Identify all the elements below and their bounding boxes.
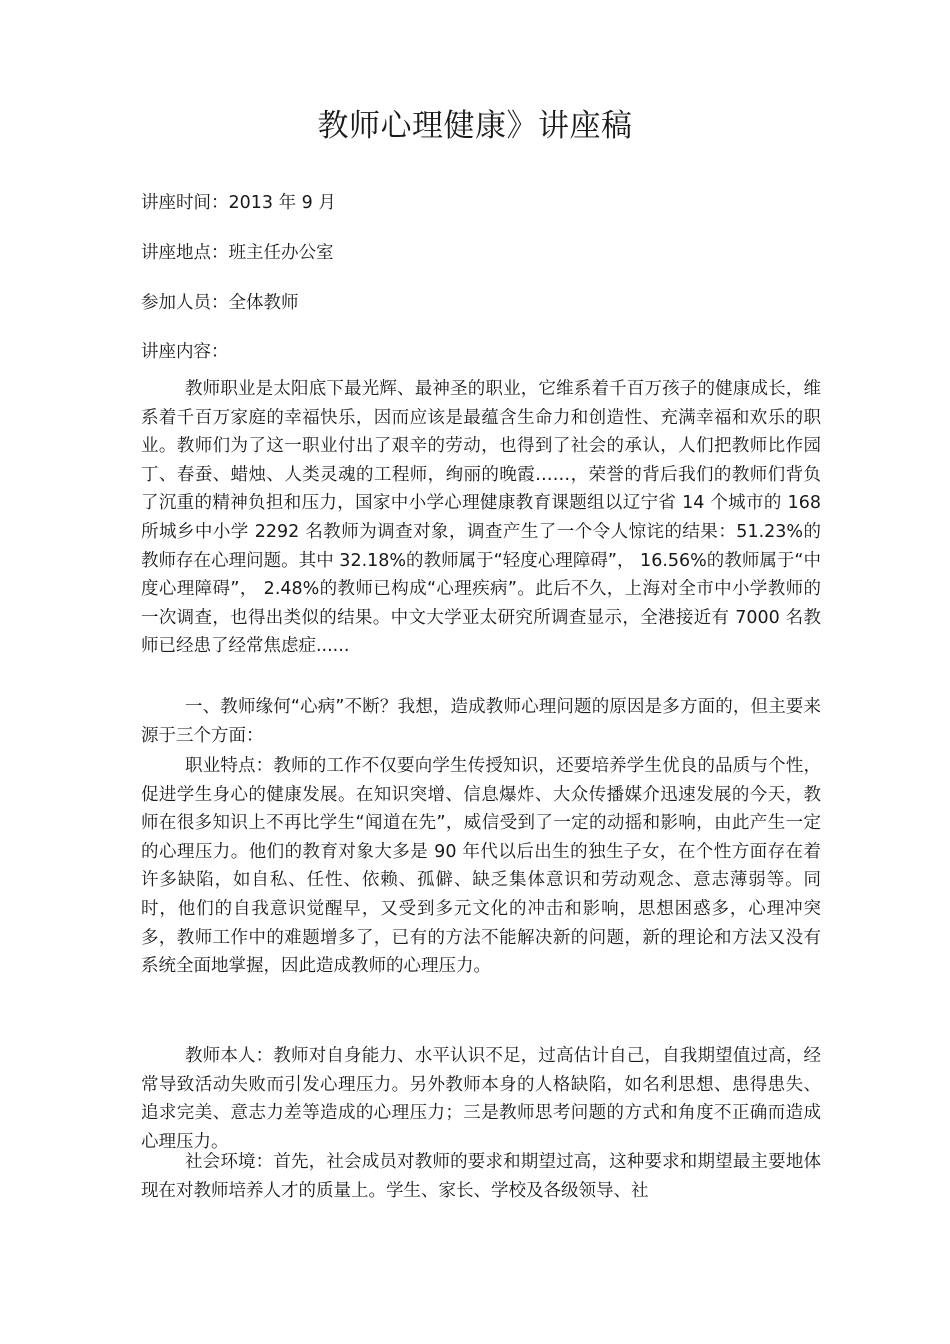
lecture-attendees: 参加人员：全体教师 [141, 293, 299, 313]
lecture-time: 讲座时间：2013 年 9 月 [141, 193, 336, 213]
lecture-content-label: 讲座内容： [141, 342, 229, 362]
paragraph-social-environment: 社会环境：首先，社会成员对教师的要求和期望过高，这种要求和期望最主要地体现在对教师培养人才的质量上。学生、家长、学校及各级领导、社 [141, 1152, 821, 1201]
paragraph-occupation: 职业特点：教师的工作不仅要向学生传授知识，还要培养学生优良的品质与个性，促进学生身心的健康发展。在知识突增、信息爆炸、大众传播媒介迅速发展的今天，教师在很多知识上不再比学生“闻道在先”，威信受到了一定的动摇和影响，由此产生一定的心理压力。他们的教育对象大多是 90 年代以后出生的独生子女，在个性方面存在着许多缺陷，如自私、任性、依赖、孤僻、缺乏集体意识和劳动观念、意志薄弱等。同时，他们的自我意识觉醒早，又受到多元文化的冲击和影响，思想困惑多，心理冲突多，教师工作中的难题增多了，已有的方法不能解决新的问题，新的理论和方法又没有系统全面地掌握，因此造成教师的心理压力。 [141, 756, 821, 977]
document-title: 教师心理健康》讲座稿 [317, 108, 633, 144]
paragraph-intro: 教师职业是太阳底下最光辉、最神圣的职业，它维系着千百万孩子的健康成长，维系着千百万家庭的幸福快乐，因而应该是最蕴含生命力和创造性、充满幸福和欢乐的职业。教师们为了这一职业付出了艰辛的劳动，也得到了社会的承认，人们把教师比作园丁、春蚕、蜡烛、人类灵魂的工程师，绚丽的晚霞……，荣誉的背后我们的教师们背负了沉重的精神负担和压力，国家中小学心理健康教育课题组以辽宁省 14 个城市的 168 所城乡中小学 2292 名教师为调查对象，调查产生了一个令人惊诧的结果：51.23%的教师存在心理问题。其中 32.18%的教师属于“轻度心理障碍”， 16.56%的教师属于“中度心理障碍”， 2.48%的教师已构成“心理疾病”。此后不久，上海对全市中小学教师的一次调查，也得出类似的结果。中文大学亚太研究所调查显示，全港接近有 7000 名教师已经患了经常焦虑症...... [141, 379, 821, 657]
paragraph-teacher-self: 教师本人：教师对自身能力、水平认识不足，过高估计自己，自我期望值过高，经常导致活动失败而引发心理压力。另外教师本身的人格缺陷，如名利思想、患得患失、追求完美、意志力差等造成的心理压力；三是教师思考问题的方式和角度不正确而造成心理压力。 [141, 1046, 821, 1152]
paragraph-section-one: 一、教师缘何“心病”不断？我想，造成教师心理问题的原因是多方面的，但主要来源于三个方面： [141, 697, 821, 746]
lecture-location: 讲座地点：班主任办公室 [141, 243, 334, 263]
